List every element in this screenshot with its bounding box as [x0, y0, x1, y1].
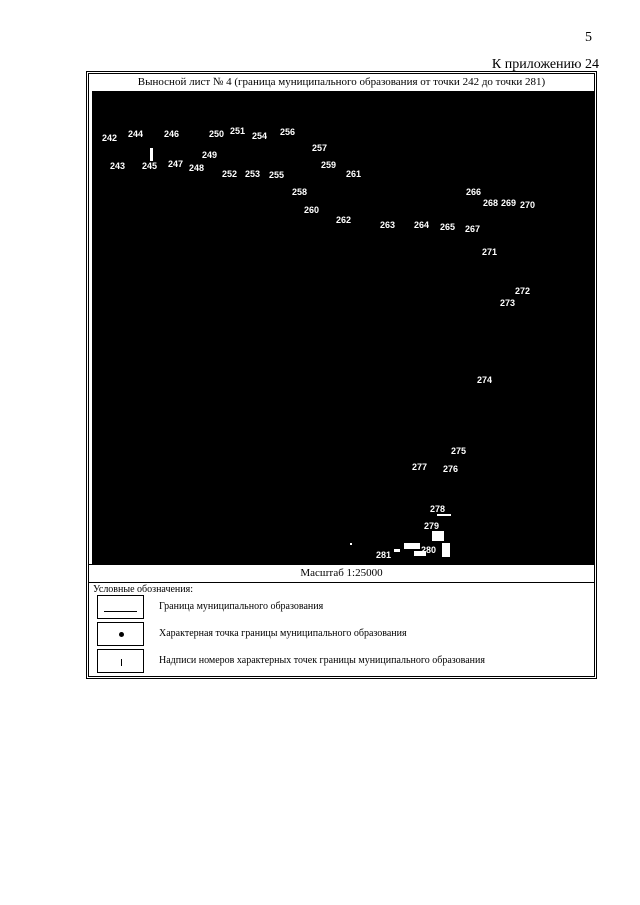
boundary-map	[92, 91, 594, 564]
legend-item-label: Надписи номеров характерных точек границы муниципального образования	[159, 655, 485, 666]
boundary-point-label: 278	[430, 504, 446, 514]
map-artifact	[150, 148, 153, 161]
boundary-point-label: 265	[440, 222, 456, 232]
boundary-point-label: 257	[312, 143, 328, 153]
legend-symbol-box	[97, 595, 144, 619]
boundary-point-label: 258	[292, 187, 308, 197]
boundary-point-label: 271	[482, 247, 498, 257]
boundary-point-label: 247	[168, 159, 184, 169]
boundary-point-label: 281	[376, 550, 392, 560]
boundary-point-label: 266	[466, 187, 482, 197]
boundary-point-label: 264	[414, 220, 430, 230]
boundary-point-label: 275	[451, 446, 467, 456]
sheet-frame	[86, 71, 597, 679]
boundary-point-label: 248	[189, 163, 205, 173]
page-number: 5	[585, 30, 592, 45]
boundary-line-symbol	[104, 611, 137, 612]
boundary-point-label: 277	[412, 462, 428, 472]
boundary-point-label: 256	[280, 127, 296, 137]
map-scale: Масштаб 1:25000	[89, 564, 594, 583]
map-artifact	[442, 543, 450, 557]
boundary-point-label: 244	[128, 129, 144, 139]
legend-item-label: Граница муниципального образования	[159, 601, 324, 612]
map-artifact	[437, 514, 451, 516]
sheet-title: Выносной лист № 4 (граница муниципального образования от точки 242 до точки 281)	[137, 76, 546, 88]
appendix-caption: К приложению 24	[491, 57, 599, 72]
boundary-point-label: 250	[209, 129, 225, 139]
legend-item-point	[97, 622, 587, 646]
boundary-point-label: 269	[501, 198, 517, 208]
legend-symbol-box	[97, 622, 144, 646]
boundary-point-label: 262	[336, 215, 352, 225]
map-artifact	[394, 549, 400, 552]
boundary-point-label: 253	[245, 169, 261, 179]
boundary-point-label: 260	[304, 205, 320, 215]
boundary-point-label: 268	[483, 198, 499, 208]
boundary-point-label: 273	[500, 298, 516, 308]
boundary-point-label: 274	[477, 375, 493, 385]
map-artifact	[404, 543, 420, 549]
map-artifact	[432, 531, 444, 541]
legend-symbol-box	[97, 649, 144, 673]
map-artifact	[350, 543, 352, 545]
legend-item-label: Характерная точка границы муниципального образования	[159, 628, 407, 639]
legend-item-label-symbol	[97, 649, 587, 673]
boundary-point-label: 251	[230, 126, 246, 136]
boundary-point-label: 254	[252, 131, 268, 141]
boundary-point-label: 270	[520, 200, 536, 210]
label-tick-symbol	[121, 659, 122, 666]
legend-title: Условные обозначения:	[93, 584, 194, 595]
boundary-point-label: 272	[515, 286, 531, 296]
boundary-point-label: 243	[110, 161, 126, 171]
boundary-point-label: 261	[346, 169, 362, 179]
boundary-point-label: 252	[222, 169, 238, 179]
boundary-point-label: 255	[269, 170, 285, 180]
boundary-point-label: 263	[380, 220, 396, 230]
boundary-point-label: 259	[321, 160, 337, 170]
boundary-point-label: 242	[102, 133, 118, 143]
boundary-point-label: 245	[142, 161, 158, 171]
boundary-point-label: 267	[465, 224, 481, 234]
point-dot-symbol	[119, 632, 124, 637]
boundary-point-label: 280	[421, 545, 437, 555]
boundary-point-label: 249	[202, 150, 218, 160]
boundary-point-label: 279	[424, 521, 440, 531]
boundary-point-label: 246	[164, 129, 180, 139]
legend-item-boundary	[97, 595, 587, 619]
boundary-point-label: 276	[443, 464, 459, 474]
